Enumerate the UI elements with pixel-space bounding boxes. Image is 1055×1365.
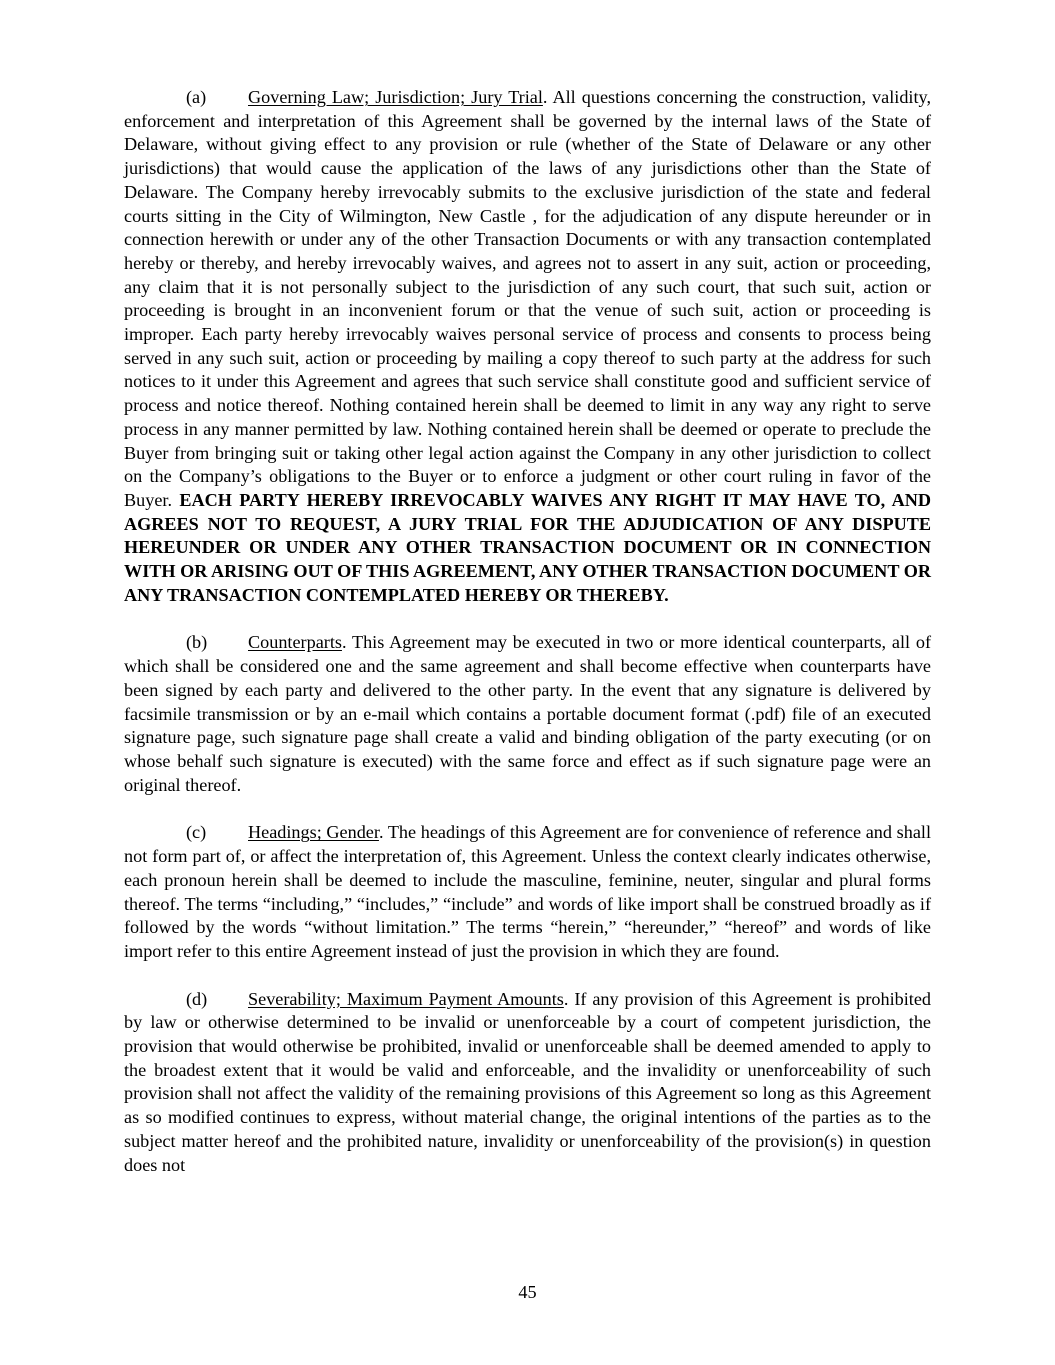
section-d bbox=[124, 988, 931, 1178]
section-b-heading: Counterparts bbox=[248, 632, 342, 653]
section-c-label: (c) bbox=[186, 822, 207, 843]
section-a-jury-waiver: EACH PARTY HEREBY IRREVOCABLY WAIVES ANY RIGHT IT MAY HAVE TO, AND AGREES NOT TO REQUEST, A JURY TRIAL FOR THE ADJUDICATION OF ANY DISPUTE HEREUNDER OR UNDER ANY OTHER TRANSACTION DOCUMENT OR IN CONNECTION WITH OR ARISING OUT OF THIS AGREEMENT, ANY OTHER TRANSACTION DOCUMENT OR ANY TRANSACTION CONTEMPLATED HEREBY OR THEREBY. bbox=[124, 489, 931, 605]
section-d-label: (d) bbox=[186, 988, 208, 1009]
page-number: 45 bbox=[518, 1282, 537, 1302]
section-a-heading: Governing Law; Jurisdiction; Jury Trial bbox=[248, 87, 543, 107]
section-b bbox=[124, 631, 931, 797]
section-d-body: . If any provision of this Agreement is prohibited by law or otherwise determined to be invalid or unenforceable by a court of competent jurisdiction, the provision that would otherwise be prohibited, invalid or unenforceable shall be deemed amended to apply to the broadest extent that it would be valid and enforceable, and the invalidity or unenforceability of such provision shall not affect the validity of the remaining provisions of this Agreement so long as this Agreement as so modified continues to express, without material change, the original intentions of the parties as to the subject matter hereof and the prohibited nature, invalidity or unenforceability of the provision(s) in question does not bbox=[124, 988, 931, 1175]
section-a-body: . All questions concerning the construction, validity, enforcement and interpretation of this Agreement shall be governed by the internal laws of the State of Delaware, without giving effect to any provision or rule (whether of the State of Delaware or any other jurisdictions) that would cause the application of the laws of any jurisdictions other than the State of Delaware. The Company hereby irrevocably submits to the exclusive jurisdiction of the state and federal courts sitting in the City of Wilmington, New Castle , for the adjudication of any dispute hereunder or in connection herewith or under any of the other Transaction Documents or with any transaction contemplated hereby or thereby, and hereby irrevocably waives, and agrees not to assert in any suit, action or proceeding, any claim that it is not personally subject to the jurisdiction of any such court, that such suit, action or proceeding is brought in an inconvenient forum or that the venue of such suit, action or proceeding is improper. Each party hereby irrevocably waives personal service of process and consents to process being served in any such suit, action or proceeding by mailing a copy thereof to such party at the address for such notices to it under this Agreement and agrees that such service shall constitute good and sufficient service of process and notice thereof. Nothing contained herein shall be deemed to limit in any way any right to serve process in any manner permitted by law. Nothing contained herein shall be deemed or operate to preclude the Buyer from bringing suit or taking other legal action against the Company in any other jurisdiction to collect on the Company’s obligations to the Buyer or to enforce a judgment or other court ruling in favor of the Buyer. bbox=[124, 87, 931, 510]
section-a bbox=[124, 86, 931, 607]
section-c-body: . The headings of this Agreement are for convenience of reference and shall not form part of, or affect the interpretation of, this Agreement. Unless the context clearly indicates otherwise, each pronoun herein shall be deemed to include the masculine, feminine, neuter, singular and plural forms thereof. The terms “including,” “includes,” “include” and words of like import shall be construed broadly as if followed by the words “without limitation.” The terms “herein,” “hereunder,” “hereof” and words of like import refer to this entire Agreement instead of just the provision in which they are found. bbox=[124, 822, 932, 961]
section-c bbox=[124, 821, 931, 963]
section-d-heading: Severability; Maximum Payment Amounts bbox=[248, 988, 564, 1009]
section-a-label: (a) bbox=[186, 87, 207, 107]
section-b-label: (b) bbox=[186, 632, 208, 653]
section-c-heading: Headings; Gender bbox=[248, 822, 379, 843]
document-page bbox=[124, 86, 931, 1201]
section-b-body: . This Agreement may be executed in two or more identical counterparts, all of which shall be considered one and the same agreement and shall become effective when counterparts have been signed by each party and delivered to the other party. In the event that any signature is delivered by facsimile transmission or by an e-mail which contains a portable document format (.pdf) file of an executed signature page, such signature page shall create a valid and binding obligation of the party executing (or on whose behalf such signature is executed) with the same force and effect as if such signature page were an original thereof. bbox=[124, 632, 931, 795]
